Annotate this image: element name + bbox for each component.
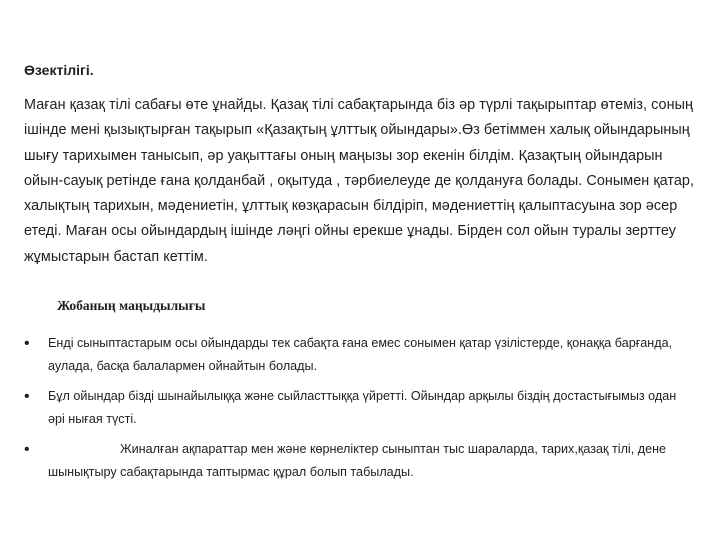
bullet-icon: • xyxy=(24,335,30,352)
bullet-icon: • xyxy=(24,388,30,405)
bullet-text: Бұл ойындар бізді шынайылыққа және сыйласттыққа үйретті. Ойындар арқылы біздің достастығымыз одан әрі нығая түсті. xyxy=(48,389,677,426)
section-heading-relevance: Өзектілігі. xyxy=(24,62,94,78)
list-item xyxy=(24,385,696,431)
list-item xyxy=(24,332,696,378)
subheading-significance: Жобаның маңыдылығы xyxy=(57,298,206,313)
list-item xyxy=(24,438,696,484)
significance-bullet-list xyxy=(24,332,696,491)
intro-paragraph: Маған қазақ тілі сабағы өте ұнайды. Қазақ тілі сабақтарында біз әр түрлі тақырыптар өтеміз, соның ішінде мені қызықтырған тақырып «Қазақтың ұлттық ойындары».Өз бетіммен халық ойындарының шығу тарихымен танысып, әр уақыттағы оның маңызы зор екенін білдім. Қазақтың ойындарын ойын-сауық ретінде ғана қолданбай , оқытуда , тәрбиелеуде де қолдануға болады. Сонымен қатар, халықтың тарихын, мәдениетін, ұлттық көзқарасын білдіріп, мәдениеттің қалыптасуына зор әсер етеді. Маған осы ойындардың ішінде ләңгі ойны ерекше ұнады. Бірден сол ойын туралы зерттеу жұмыстарын бастап кеттім. xyxy=(24,97,695,265)
bullet-icon: • xyxy=(24,441,30,458)
bullet-text: Жиналған ақпараттар мен және көрнеліктер сыныптан тыс шараларда, тарих,қазақ тілі, дене шынықтыру сабақтарында таптырмас құрал болып табылады. xyxy=(48,442,667,479)
bullet-text: Енді сыныптастарым осы ойындарды тек сабақта ғана емес сонымен қатар үзілістерде, қонаққа барғанда, аулада, басқа балалармен ойнайтын болады. xyxy=(48,336,673,373)
